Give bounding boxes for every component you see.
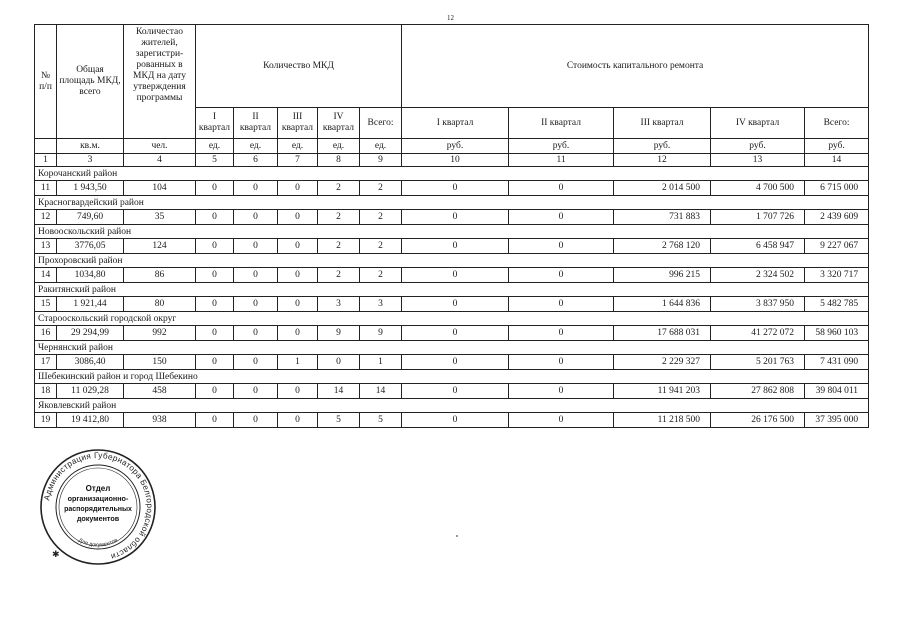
table-cell: 2: [318, 268, 360, 283]
header-count-q3: III квартал: [278, 108, 318, 139]
scan-speck: [456, 535, 458, 537]
table-cell: 86: [124, 268, 196, 283]
table-cell: 938: [124, 413, 196, 428]
table-cell: 0: [234, 384, 278, 399]
table-cell: 13: [35, 239, 57, 254]
column-number-cell: 12: [614, 154, 711, 167]
table-cell: 58 960 103: [805, 326, 869, 341]
table-cell: 0: [196, 210, 234, 225]
table-cell: 0: [402, 413, 509, 428]
table-row: [35, 326, 869, 341]
column-number-cell: 8: [318, 154, 360, 167]
table-cell: 2: [360, 268, 402, 283]
table-cell: 1 644 836: [614, 297, 711, 312]
district-name: Старооскольский городской округ: [35, 312, 869, 326]
table-cell: 2: [318, 239, 360, 254]
column-number-cell: 5: [196, 154, 234, 167]
table-row: [35, 268, 869, 283]
column-number-cell: 14: [805, 154, 869, 167]
district-name: Чернянский район: [35, 341, 869, 355]
table-cell: 0: [234, 181, 278, 196]
table-cell: 2: [318, 181, 360, 196]
district-name: Шебекинский район и город Шебекино: [35, 370, 869, 384]
header-cost-q1: I квартал: [402, 108, 509, 139]
table-cell: 27 862 808: [711, 384, 805, 399]
column-number-cell: 7: [278, 154, 318, 167]
table-cell: 2: [360, 181, 402, 196]
table-cell: 5: [318, 413, 360, 428]
table-cell: 0: [196, 181, 234, 196]
table-cell: 1: [360, 355, 402, 370]
table-cell: 3 837 950: [711, 297, 805, 312]
table-cell: 9: [318, 326, 360, 341]
table-cell: 9: [360, 326, 402, 341]
table-row: [35, 384, 869, 399]
header-num: № п/п: [35, 25, 57, 139]
header-count-q4: IV квартал: [318, 108, 360, 139]
district-header-row: [35, 196, 869, 210]
table-cell: 0: [402, 384, 509, 399]
table-cell: 0: [196, 239, 234, 254]
table-cell: 1 943,50: [57, 181, 124, 196]
table-cell: 2 229 327: [614, 355, 711, 370]
district-header-row: [35, 283, 869, 297]
table-cell: 5 482 785: [805, 297, 869, 312]
column-numbers-row: [35, 154, 869, 167]
table-cell: 2: [318, 210, 360, 225]
table-cell: 0: [402, 326, 509, 341]
table-cell: 0: [509, 384, 614, 399]
table-cell: 0: [402, 297, 509, 312]
header-residents: Количестао жителей, зарегистри- рованных в МКД на дату утверждения программы: [124, 25, 196, 139]
header-cost-q4: IV квартал: [711, 108, 805, 139]
table-row: [35, 210, 869, 225]
table-cell: 1: [278, 355, 318, 370]
table-cell: 0: [278, 268, 318, 283]
table-cell: 39 804 011: [805, 384, 869, 399]
table-cell: 0: [234, 297, 278, 312]
table-cell: 35: [124, 210, 196, 225]
table-cell: 0: [196, 413, 234, 428]
table-cell: 0: [509, 326, 614, 341]
header-count-total: Всего:: [360, 108, 402, 139]
table-cell: 41 272 072: [711, 326, 805, 341]
unit-cost-q4: руб.: [711, 139, 805, 154]
table-cell: 0: [196, 355, 234, 370]
column-number-cell: 6: [234, 154, 278, 167]
table-cell: 19 412,80: [57, 413, 124, 428]
district-header-row: [35, 312, 869, 326]
table-cell: 14: [35, 268, 57, 283]
repair-schedule-table: [34, 24, 869, 428]
column-number-cell: 3: [57, 154, 124, 167]
table-row: [35, 239, 869, 254]
table-cell: 37 395 000: [805, 413, 869, 428]
table-cell: 0: [196, 268, 234, 283]
table-cell: 26 176 500: [711, 413, 805, 428]
table-cell: 3: [318, 297, 360, 312]
table-cell: 2: [360, 210, 402, 225]
table-cell: 124: [124, 239, 196, 254]
table-cell: 2 014 500: [614, 181, 711, 196]
page-number: 12: [447, 14, 454, 22]
table-cell: 0: [402, 239, 509, 254]
district-header-row: [35, 225, 869, 239]
table-cell: 0: [196, 297, 234, 312]
header-cost-q2: II квартал: [509, 108, 614, 139]
unit-area: кв.м.: [57, 139, 124, 154]
table-cell: 2 768 120: [614, 239, 711, 254]
district-name: Ракитянский район: [35, 283, 869, 297]
table-cell: 0: [509, 355, 614, 370]
table-cell: 5: [360, 413, 402, 428]
column-number-cell: 10: [402, 154, 509, 167]
table-cell: 5 201 763: [711, 355, 805, 370]
table-cell: 0: [278, 210, 318, 225]
district-name: Красногвардейский район: [35, 196, 869, 210]
table-cell: 3 320 717: [805, 268, 869, 283]
header-repair-cost: Стоимость капитального ремонта: [402, 25, 869, 108]
header-count-q2: II квартал: [234, 108, 278, 139]
table-cell: 7 431 090: [805, 355, 869, 370]
table-row: [35, 413, 869, 428]
unit-count-q4: ед.: [318, 139, 360, 154]
table-cell: 0: [318, 355, 360, 370]
table-cell: 0: [196, 384, 234, 399]
table-cell: 1 921,44: [57, 297, 124, 312]
table-cell: 1 707 726: [711, 210, 805, 225]
table-cell: 4 700 500: [711, 181, 805, 196]
table-cell: 14: [318, 384, 360, 399]
table-cell: 11 941 203: [614, 384, 711, 399]
stamp-center-line: документов: [76, 514, 120, 523]
table-cell: 17: [35, 355, 57, 370]
column-number-cell: 11: [509, 154, 614, 167]
table-cell: 0: [234, 326, 278, 341]
table-cell: 0: [278, 181, 318, 196]
column-number-cell: 1: [35, 154, 57, 167]
table-cell: 0: [402, 181, 509, 196]
district-name: Новооскольский район: [35, 225, 869, 239]
table-cell: 15: [35, 297, 57, 312]
table-cell: 80: [124, 297, 196, 312]
table-cell: 2 439 609: [805, 210, 869, 225]
table-cell: 0: [278, 239, 318, 254]
stamp-center-line: распорядительных: [64, 506, 132, 513]
table-cell: 18: [35, 384, 57, 399]
table-cell: 3086,40: [57, 355, 124, 370]
district-header-row: [35, 167, 869, 181]
stamp-star-icon: ✱: [52, 549, 60, 559]
table-cell: 0: [509, 297, 614, 312]
district-header-row: [35, 341, 869, 355]
table-cell: 0: [234, 239, 278, 254]
table-cell: 0: [278, 413, 318, 428]
unit-cost-total: руб.: [805, 139, 869, 154]
unit-cost-q2: руб.: [509, 139, 614, 154]
table-cell: 6 458 947: [711, 239, 805, 254]
table-row: [35, 297, 869, 312]
table-cell: 104: [124, 181, 196, 196]
table-cell: 0: [234, 413, 278, 428]
header-area: Общая площадь МКД, всего: [57, 25, 124, 139]
column-number-cell: 9: [360, 154, 402, 167]
table-cell: 19: [35, 413, 57, 428]
unit-cost-q1: руб.: [402, 139, 509, 154]
header-cost-total: Всего:: [805, 108, 869, 139]
table-cell: 150: [124, 355, 196, 370]
district-name: Яковлевский район: [35, 399, 869, 413]
table-cell: 9 227 067: [805, 239, 869, 254]
table-cell: 3776,05: [57, 239, 124, 254]
table-cell: 0: [509, 413, 614, 428]
header-mkd-count: Количество МКД: [196, 25, 402, 108]
table-cell: 0: [234, 210, 278, 225]
table-cell: 731 883: [614, 210, 711, 225]
table-cell: 17 688 031: [614, 326, 711, 341]
table-cell: 0: [402, 355, 509, 370]
unit-count-q2: ед.: [234, 139, 278, 154]
unit-count-total: ед.: [360, 139, 402, 154]
table-cell: 0: [234, 268, 278, 283]
table-cell: 11 029,28: [57, 384, 124, 399]
column-number-cell: 4: [124, 154, 196, 167]
table-cell: 0: [509, 239, 614, 254]
district-header-row: [35, 370, 869, 384]
table-cell: 996 215: [614, 268, 711, 283]
table-cell: 0: [196, 326, 234, 341]
table-cell: 29 294,99: [57, 326, 124, 341]
district-header-row: [35, 399, 869, 413]
table-cell: 11: [35, 181, 57, 196]
table-cell: 458: [124, 384, 196, 399]
district-header-row: [35, 254, 869, 268]
table-row: [35, 355, 869, 370]
table-cell: 0: [278, 326, 318, 341]
stamp-center-line: Отдел: [85, 484, 111, 493]
table-cell: 0: [278, 297, 318, 312]
table-cell: 0: [234, 355, 278, 370]
table-cell: 0: [402, 268, 509, 283]
table-cell: 749,60: [57, 210, 124, 225]
table-cell: 12: [35, 210, 57, 225]
unit-count-q3: ед.: [278, 139, 318, 154]
table-row: [35, 181, 869, 196]
header-cost-q3: III квартал: [614, 108, 711, 139]
stamp-ring-text: Администрация Губернатора Белгородской области: [42, 450, 155, 562]
unit-residents: чел.: [124, 139, 196, 154]
header-count-q1: I квартал: [196, 108, 234, 139]
table-cell: 16: [35, 326, 57, 341]
table-cell: 11 218 500: [614, 413, 711, 428]
table-cell: 2 324 502: [711, 268, 805, 283]
table-cell: 0: [509, 181, 614, 196]
official-stamp: [38, 447, 158, 567]
stamp-center-line: организационно-: [67, 494, 129, 503]
table-cell: 2: [360, 239, 402, 254]
table-cell: 0: [402, 210, 509, 225]
table-cell: 14: [360, 384, 402, 399]
column-number-cell: 13: [711, 154, 805, 167]
unit-count-q1: ед.: [196, 139, 234, 154]
table-cell: 992: [124, 326, 196, 341]
table-cell: 3: [360, 297, 402, 312]
district-name: Корочанский район: [35, 167, 869, 181]
unit-cost-q3: руб.: [614, 139, 711, 154]
table-cell: 0: [278, 384, 318, 399]
stamp-bottom-text: Для документов: [77, 537, 119, 549]
unit-num: [35, 139, 57, 154]
table-cell: 6 715 000: [805, 181, 869, 196]
table-cell: 0: [509, 268, 614, 283]
table-cell: 1034,80: [57, 268, 124, 283]
district-name: Прохоровский район: [35, 254, 869, 268]
table-cell: 0: [509, 210, 614, 225]
